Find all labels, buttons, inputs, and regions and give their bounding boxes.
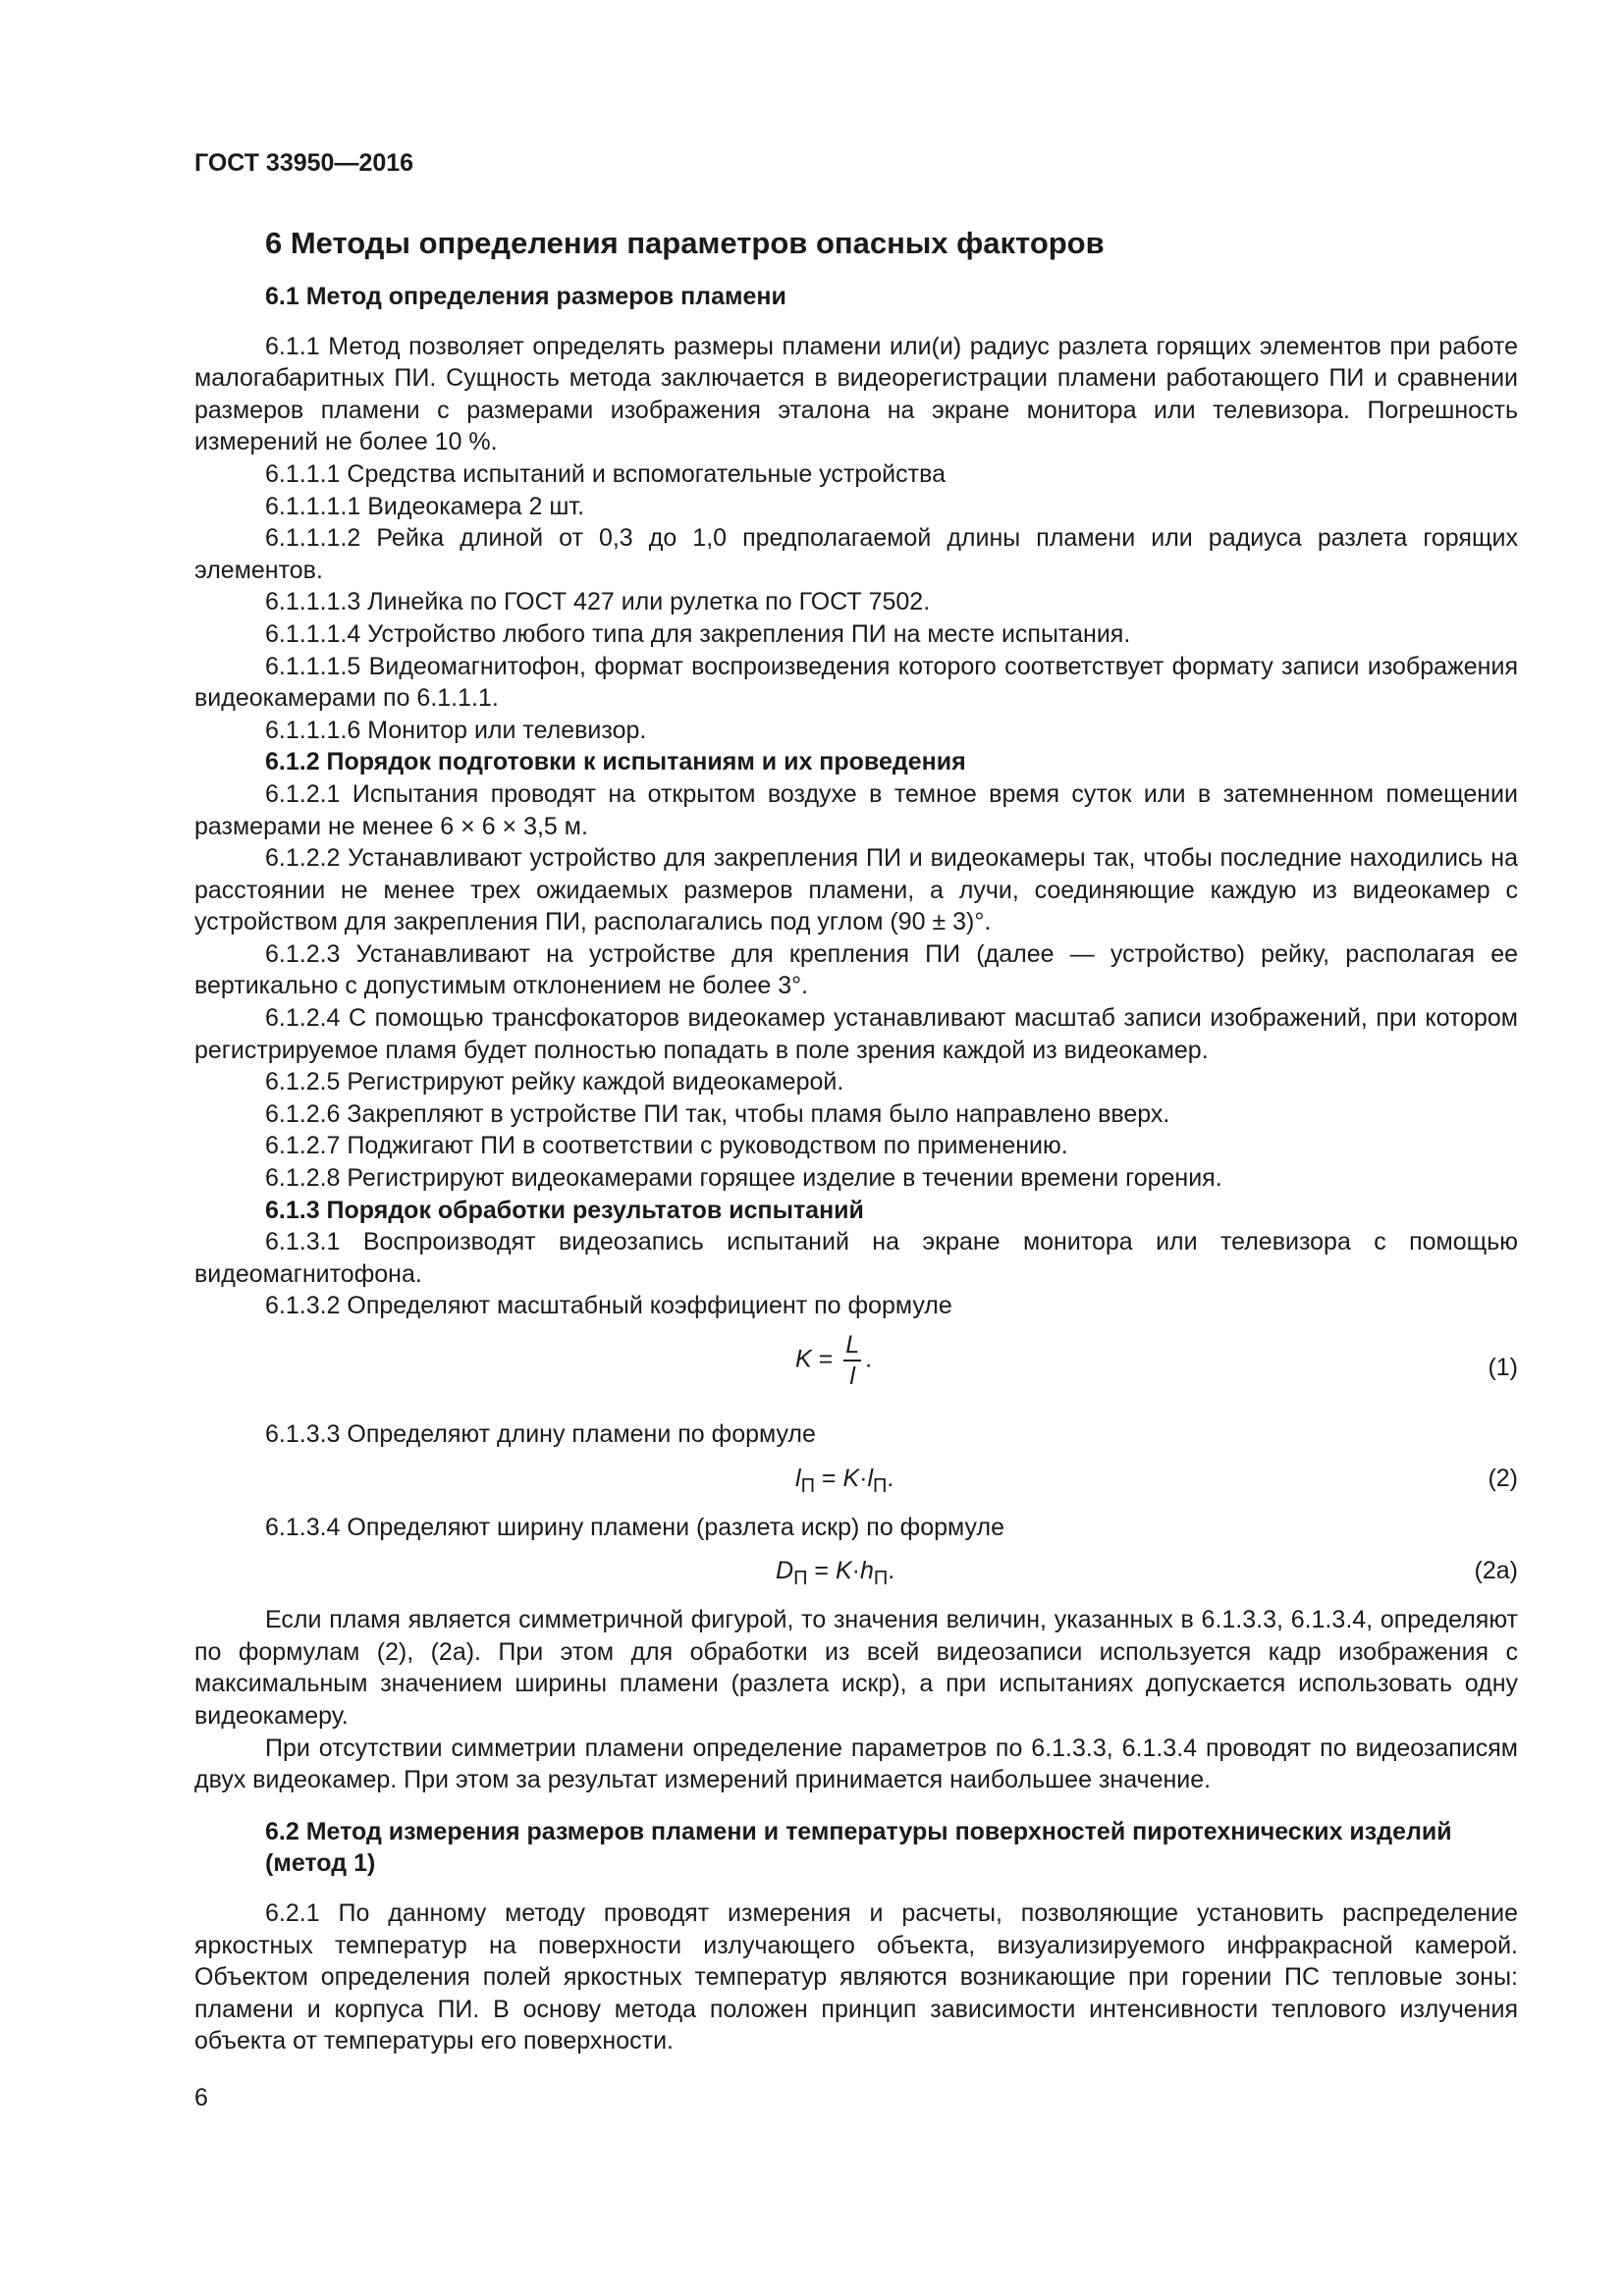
- formula-2a: [194, 1543, 1518, 1604]
- formula-2-equals: =: [821, 1464, 837, 1492]
- paragraph-6-1-1-1: 6.1.1.1 Средства испытаний и вспомогательные устройства: [265, 459, 946, 488]
- paragraph-6-1-2-1: 6.1.2.1 Испытания проводят на открытом воздухе в темное время суток или в затемненном помещении размерами не менее 6 × 6 × 3,5 м.: [194, 779, 1518, 840]
- paragraph-6-1-1-1-1: 6.1.1.1.1 Видеокамера 2 шт.: [265, 492, 585, 520]
- formula-2-lhs: l: [795, 1464, 801, 1492]
- paragraph-6-1-2-3: 6.1.2.3 Устанавливают на устройстве для крепления ПИ (далее — устройство) рейку, располагая ее вертикально с допустимым отклонением не более 3°.: [194, 939, 1518, 1000]
- paragraph-6-1-1-1-3: 6.1.1.1.3 Линейка по ГОСТ 427 или рулетка по ГОСТ 7502.: [265, 588, 931, 616]
- formula-2-expression: [795, 1463, 893, 1503]
- formula-1-lhs: K: [795, 1345, 812, 1373]
- paragraph-6-1-3-3: 6.1.3.3 Определяют длину пламени по формуле: [265, 1420, 816, 1448]
- paragraph-symmetry: Если пламя является симметричной фигурой, то значения величин, указанных в 6.1.3.3, 6.1.3.4, определяют по формулам (2), (2а). При этом для обработки из всей видеозаписи используется кадр изображения с максимальным значением ширины пламени (разлета искр), а при испытаниях допускается использовать одну видеокамеру.: [194, 1606, 1518, 1730]
- formula-2a-lhs: D: [776, 1557, 794, 1585]
- formula-1-fraction: [843, 1330, 861, 1391]
- formula-2a-lhs-subscript: П: [793, 1568, 808, 1590]
- formula-2-rhs: l: [867, 1464, 874, 1492]
- formula-1: [194, 1322, 1518, 1418]
- paragraph-6-1-2-5: 6.1.2.5 Регистрируют рейку каждой видеокамерой.: [265, 1068, 844, 1096]
- paragraph-6-1-1: 6.1.1 Метод позволяет определять размеры пламени или(и) радиус разлета горящих элементов при работе малогабаритных ПИ. Сущность метода заключается в видеорегистрации пламени работающего ПИ и сравнении размеров пламени с размерами изображения эталона на экране монитора или телевизора. Погрешность измерений не более 10 %.: [194, 332, 1518, 456]
- formula-2: [194, 1451, 1518, 1512]
- paragraph-6-1-2-2: 6.1.2.2 Устанавливают устройство для закрепления ПИ и видеокамеры так, чтобы последние находились на расстоянии не менее трех ожидаемых размеров пламени, а лучи, соединяющие каждую из видеокамер с устройством для закрепления ПИ, располагались под углом (90 ± 3)°.: [194, 844, 1518, 936]
- paragraph-6-1-2-6: 6.1.2.6 Закрепляют в устройстве ПИ так, чтобы пламя было направлено вверх.: [265, 1099, 1170, 1128]
- paragraph-6-1-3-4: 6.1.3.4 Определяют ширину пламени (разлета искр) по формуле: [265, 1513, 1004, 1541]
- formula-2-k: K: [842, 1464, 860, 1492]
- formula-1-number: (1): [1488, 1354, 1518, 1381]
- paragraph-6-1-1-1-6: 6.1.1.1.6 Монитор или телевизор.: [265, 716, 647, 744]
- formula-1-period: .: [865, 1345, 873, 1373]
- paragraph-6-2-1: 6.2.1 По данному методу проводят измерения и расчеты, позволяющие установить распределение яркостных температур на поверхности излучающего объекта, визуализируемого инфракрасной камерой. Объектом определения полей яркостных температур являются возникающие при горении ПС тепловые зоны: пламени и корпуса ПИ. В основу метода положен принцип зависимости интенсивности теплового излучения объекта от температуры его поверхности.: [194, 1898, 1518, 2056]
- formula-2-rhs-subscript: П: [873, 1474, 888, 1497]
- paragraph-6-1-1-1-2: 6.1.1.1.2 Рейка длиной от 0,3 до 1,0 предполагаемой длины пламени или радиуса разлета горящих элементов.: [194, 524, 1518, 584]
- formula-2a-rhs-subscript: П: [873, 1568, 889, 1590]
- formula-2-period: .: [887, 1464, 894, 1492]
- formula-1-numerator: L: [843, 1330, 861, 1362]
- formula-2a-rhs: h: [859, 1557, 874, 1585]
- formula-2-number: (2): [1488, 1464, 1518, 1492]
- formula-2a-period: .: [888, 1557, 895, 1585]
- formula-2a-number: (2а): [1474, 1557, 1518, 1585]
- formula-1-denominator: l: [849, 1362, 855, 1390]
- page-body: [194, 224, 1518, 2057]
- section-6-title: 6 Методы определения параметров опасных факторов: [265, 226, 1105, 260]
- paragraph-6-1-2-7: 6.1.2.7 Поджигают ПИ в соответствии с руководством по применению.: [265, 1132, 1068, 1160]
- paragraph-6-1-2-4: 6.1.2.4 С помощью трансфокаторов видеокамер устанавливают масштаб записи изображений, при котором регистрируемое пламя будет полностью попадать в поле зрения каждой из видеокамер.: [194, 1004, 1518, 1064]
- subsection-6-1-3-title: 6.1.3 Порядок обработки результатов испытаний: [265, 1196, 864, 1224]
- formula-2-dot: ·: [859, 1464, 868, 1492]
- document-code-header: ГОСТ 33950—2016: [194, 149, 414, 177]
- paragraph-asymmetry: При отсутствии симметрии пламени определение параметров по 6.1.3.3, 6.1.3.4 проводят по видеозаписям двух видеокамер. При этом за результат измерений принимается наибольшее значение.: [194, 1734, 1518, 1794]
- section-6-2-title: 6.2 Метод измерения размеров пламени и температуры поверхностей пиротехнических изделий (метод 1): [265, 1817, 1452, 1878]
- formula-2a-expression: [776, 1555, 894, 1595]
- formula-2a-k: K: [835, 1557, 852, 1585]
- paragraph-6-1-3-2: 6.1.3.2 Определяют масштабный коэффициент по формуле: [265, 1292, 952, 1320]
- paragraph-6-1-1-1-4: 6.1.1.1.4 Устройство любого типа для закрепления ПИ на месте испытания.: [265, 619, 1131, 648]
- formula-2a-dot: ·: [851, 1557, 860, 1585]
- formula-1-expression: [795, 1330, 872, 1391]
- paragraph-6-1-3-1: 6.1.3.1 Воспроизводят видеозапись испытаний на экране монитора или телевизора с помощью видеомагнитофона.: [194, 1228, 1518, 1288]
- subsection-6-1-2-title: 6.1.2 Порядок подготовки к испытаниям и их проведения: [265, 748, 966, 776]
- paragraph-6-1-2-8: 6.1.2.8 Регистрируют видеокамерами горящее изделие в течении времени горения.: [265, 1164, 1222, 1193]
- formula-2a-equals: =: [814, 1557, 829, 1585]
- section-6-1-title: 6.1 Метод определения размеров пламени: [265, 283, 786, 310]
- formula-2-lhs-subscript: П: [800, 1474, 815, 1497]
- paragraph-6-1-1-1-5: 6.1.1.1.5 Видеомагнитофон, формат воспроизведения которого соответствует формату записи изображения видеокамерами по 6.1.1.1.: [194, 652, 1518, 713]
- page-number: 6: [194, 2084, 208, 2111]
- formula-1-equals: =: [818, 1345, 834, 1373]
